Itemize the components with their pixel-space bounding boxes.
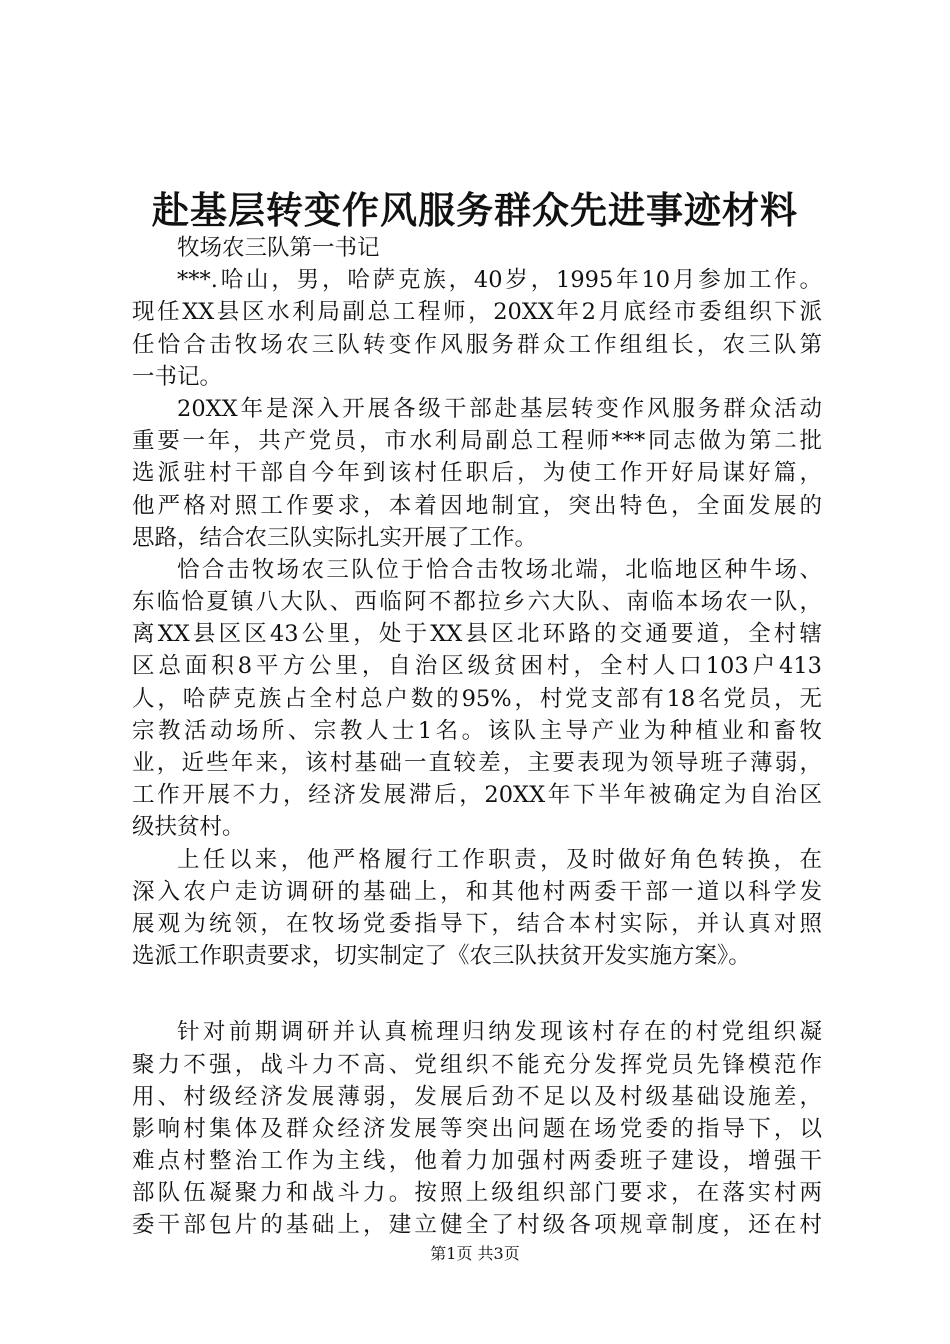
text-line: 级扶贫村。 bbox=[132, 814, 245, 841]
text-line: 针对前期调研并认真梳理归纳发现该村存在的村党组织凝 bbox=[177, 1019, 822, 1046]
blank-line bbox=[132, 972, 822, 1016]
text-line: 深入农户走访调研的基础上，和其他村两委干部一道以科学发 bbox=[132, 878, 822, 905]
text-line: 工作开展不力，经济发展滞后，20XX年下半年被确定为自治区 bbox=[132, 782, 822, 809]
text-line: 难点村整治工作为主线，他着力加强村两委班子建设，增强干 bbox=[132, 1148, 822, 1175]
text-line: 用、村级经济发展薄弱，发展后劲不足以及村级基础设施差， bbox=[132, 1083, 822, 1110]
text-line: 重要一年，共产党员，市水利局副总工程师***同志做为第二批 bbox=[132, 428, 822, 455]
text-line: 聚力不强，战斗力不高、党组织不能充分发挥党员先锋模范作 bbox=[132, 1051, 822, 1078]
text-line: 部队伍凝聚力和战斗力。按照上级组织部门要求，在落实村两 bbox=[132, 1180, 822, 1207]
text-line: 选派驻村干部自今年到该村任职后，为使工作开好局谋好篇， bbox=[132, 460, 822, 487]
text-line: 选派工作职责要求，切实制定了《农三队扶贫开发实施方案》。 bbox=[132, 943, 751, 970]
text-line: 现任XX县区水利局副总工程师，20XX年2月底经市委组织下派 bbox=[132, 299, 822, 326]
text-line: 上任以来，他严格履行工作职责，及时做好角色转换，在 bbox=[177, 846, 822, 873]
text-line: 任恰合击牧场农三队转变作风服务群众工作组组长，农三队第 bbox=[132, 331, 822, 358]
text-line: 展观为统领，在牧场党委指导下，结合本村实际，并认真对照 bbox=[132, 910, 822, 937]
document-title: 赴基层转变作风服务群众先进事迹材料 bbox=[152, 188, 798, 232]
text-line: 东临恰夏镇八大队、西临阿不都拉乡六大队、南临本场农一队， bbox=[132, 589, 822, 616]
page-footer: 第1页 共3页 bbox=[430, 1244, 520, 1263]
text-line: 业，近些年来，该村基础一直较差，主要表现为领导班子薄弱， bbox=[132, 750, 822, 776]
document-body bbox=[132, 232, 822, 1242]
text-line: 恰合击牧场农三队位于恰合击牧场北端，北临地区种牛场、 bbox=[177, 556, 822, 583]
text-line: 区总面积8平方公里，自治区级贫困村，全村人口103户413 bbox=[132, 653, 822, 680]
text-line: 影响村集体及群众经济发展等突出问题在场党委的指导下，以 bbox=[132, 1115, 822, 1142]
text-line: 宗教活动场所、宗教人士1名。该队主导产业为种植业和畜牧 bbox=[132, 717, 822, 744]
text-line: 委干部包片的基础上，建立健全了村级各项规章制度，还在村 bbox=[132, 1212, 822, 1239]
text-line: 人，哈萨克族占全村总户数的95%，村党支部有18名党员，无 bbox=[132, 685, 822, 712]
text-line: ***.哈山，男，哈萨克族，40岁，1995年10月参加工作。 bbox=[177, 267, 822, 294]
text-line: 20XX年是深入开展各级干部赴基层转变作风服务群众活动 bbox=[177, 395, 822, 422]
text-line: 他严格对照工作要求，本着因地制宜，突出特色，全面发展的 bbox=[132, 492, 822, 519]
text-line: 一书记。 bbox=[132, 363, 223, 390]
text-line: 离XX县区区43公里，处于XX县区北环路的交通要道，全村辖 bbox=[132, 621, 822, 648]
text-line: 牧场农三队第一书记 bbox=[177, 235, 380, 261]
text-line: 思路，结合农三队实际扎实开展了工作。 bbox=[132, 524, 538, 551]
